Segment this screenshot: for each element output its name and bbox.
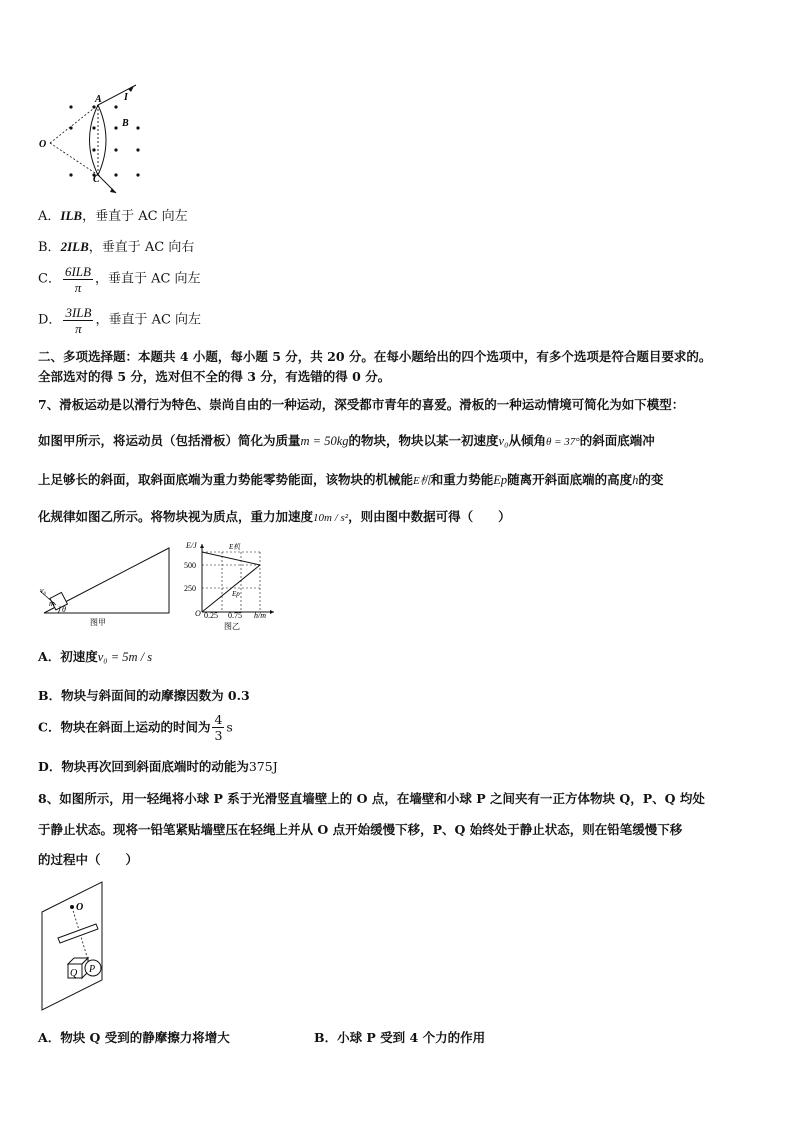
q7-Ej: E机 (413, 475, 431, 487)
q6-option-a-text: ，垂直于 AC 向左 (82, 209, 188, 224)
q7-option-c-num: 4 (214, 712, 223, 727)
fig-b-ep: Ep (232, 590, 240, 598)
q7-option-c-den: 3 (214, 728, 223, 743)
q6-option-a-answer: ILB (60, 208, 83, 223)
q7-line1: 7、滑板运动是以滑行为特色、崇尚自由的一种运动，深受都市青年的喜爱。滑板的一种运动情境可简化为如下模型： (38, 397, 685, 412)
q6-option-b-letter: B． (38, 240, 61, 255)
fig8-Q: Q (70, 968, 78, 979)
q7-line3d: 的变 (638, 472, 664, 487)
q6-option-c-text: ，垂直于 AC 向左 (94, 271, 201, 287)
q7-line4b: ，则由图中数据可得（ ） (348, 509, 511, 524)
fig-b-xlabel: h/m (254, 611, 266, 620)
q6-option-d-letter: D． (38, 312, 62, 328)
fig8-O: O (76, 902, 84, 913)
q6-option-a-letter: A． (38, 209, 61, 224)
q6-option-c (38, 264, 201, 304)
q7-option-c (38, 712, 233, 752)
q7-line3b: 和重力势能 (430, 472, 494, 487)
q7-theta: θ = 37° (545, 436, 580, 448)
fig-b-ylabel: E/J (186, 541, 197, 550)
q7-line2c: 从倾角 (508, 433, 546, 448)
fig8-P: P (89, 964, 96, 975)
fig-b-x2: 0.75 (228, 611, 242, 620)
q8-line3: 的过程中（ ） (38, 852, 139, 867)
q7-figure-b (182, 538, 282, 636)
fig6-I: I (124, 92, 128, 103)
section2-line1: 二、多项选择题：本题共 4 小题，每小题 5 分，共 20 分。在每小题给出的四个选项中，有多个选项是符合题目要求的。 (38, 349, 712, 364)
fig-b-caption: 图乙 (224, 622, 240, 631)
q8-line2: 于静止状态。现将一铅笔紧贴墙壁压在轻绳上并从 O 点开始缓慢下移，P、Q 始终处于静止状态，则在铅笔缓慢下移 (38, 822, 683, 837)
q7-h: h (632, 473, 639, 487)
q8-option-b: B．小球 P 受到 4 个力的作用 (314, 1030, 486, 1045)
q6-option-b (38, 237, 194, 258)
q6-figure (36, 80, 166, 195)
fig-b-o: O (195, 609, 201, 618)
q7-line3c: 随离开斜面底端的高度 (507, 472, 633, 487)
q7-option-c-pre: C．物块在斜面上运动的时间为 (38, 719, 211, 735)
fig-b-x1: 0.25 (204, 611, 218, 620)
q7-g: 10m / s² (313, 512, 349, 524)
fig-a-caption: 图甲 (90, 618, 106, 627)
fig6-C: C (93, 174, 100, 185)
fig-a-m: m (49, 599, 55, 608)
section2-line2: 全部选对的得 5 分，选对但不全的得 3 分，有选错的得 0 分。 (38, 369, 391, 384)
q6-option-a (38, 206, 188, 227)
q6-option-d-text: ，垂直于 AC 向左 (95, 312, 202, 328)
fig-b-ej: E机 (229, 543, 241, 551)
q7-line2b: 的物块，物块以某一初速度 (348, 433, 499, 448)
q6-option-d (38, 305, 201, 345)
fig6-B: B (122, 118, 129, 129)
fig-b-y2: 500 (184, 561, 196, 570)
q7-option-c-unit: s (226, 719, 233, 735)
q8-option-a: A．物块 Q 受到的静摩擦力将增大 (38, 1030, 230, 1045)
q7-line2 (38, 431, 655, 452)
q7-option-a-pre: A．初速度 (38, 649, 98, 664)
q6-option-c-den: π (74, 280, 82, 295)
fig-a-theta: θ (62, 605, 66, 614)
q6-option-c-letter: C． (38, 271, 61, 287)
fig6-A: A (95, 94, 102, 105)
q7-option-d-val: 375J (248, 759, 278, 774)
q6-option-c-num: 6ILB (64, 264, 91, 279)
q7-line4a: 化规律如图乙所示。将物块视为质点，重力加速度 (38, 509, 314, 524)
q6-option-d-num: 3ILB (65, 305, 92, 320)
q6-option-d-den: π (75, 321, 82, 336)
q7-Ep: Ep (493, 473, 508, 487)
q8-figure (38, 880, 138, 1015)
q7-option-d (38, 757, 278, 777)
fig-a-v0: v₀ (40, 586, 47, 595)
q7-option-b: B．物块与斜面间的动摩擦因数为 0.3 (38, 688, 250, 703)
q7-option-d-pre: D．物块再次回到斜面底端时的动能为 (38, 759, 249, 774)
q7-line2a: 如图甲所示，将运动员（包括滑板）简化为质量 (38, 433, 301, 448)
q7-option-a-val: v₀ = 5m / s (97, 650, 153, 664)
q7-line4 (38, 507, 511, 528)
q7-line3 (38, 470, 663, 491)
q7-v0: v₀ (498, 434, 509, 448)
q7-line2d: 的斜面底端冲 (579, 433, 655, 448)
q6-option-b-text: ，垂直于 AC 向右 (88, 240, 195, 255)
q7-mass: m = 50kg (300, 434, 349, 448)
q7-figure-a (38, 543, 173, 633)
fig6-O: O (39, 139, 47, 150)
q8-line1: 8、如图所示，用一轻绳将小球 P 系于光滑竖直墙壁上的 O 点，在墙壁和小球 P 之间夹有一正方体物块 Q，P、Q 均处 (38, 791, 705, 806)
q6-option-b-answer: 2ILB (60, 239, 89, 254)
q7-option-a (38, 647, 152, 667)
fig-b-y1: 250 (184, 584, 196, 593)
q7-line3a: 上足够长的斜面，取斜面底端为重力势能零势能面，该物块的机械能 (38, 472, 414, 487)
